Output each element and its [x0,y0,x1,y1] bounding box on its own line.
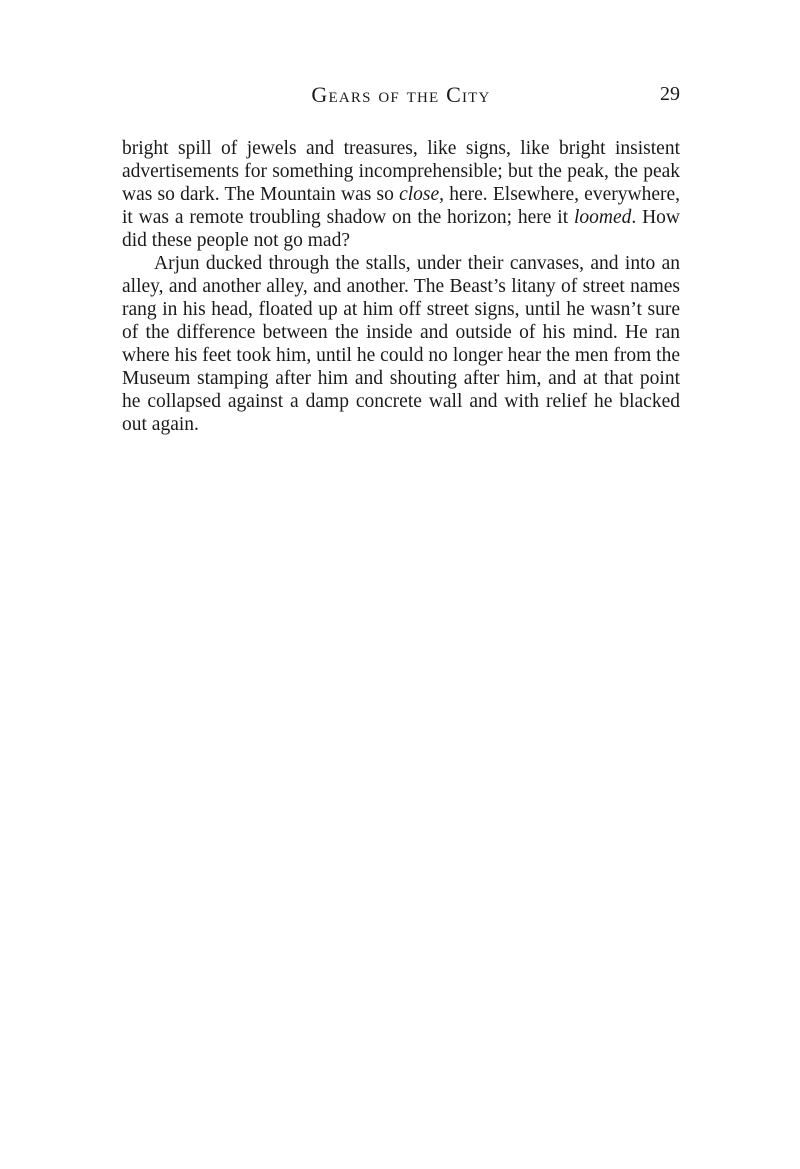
emphasis-loomed: loomed [573,207,632,228]
paragraph-1-text-b: here. Elsewhere, everywhere, it was a remote troubling shadow on the horizon; here it [122,184,680,228]
paragraph-1-text-a: bright spill of jewels and treasures, like signs, like bright insistent advertisements for something incomprehensible; but the peak, the peak was so dark. The Mountain was so [122,138,680,205]
paragraph-2: Arjun ducked through the stalls, under their canvases, and into an alley, and another alley, and another. The Beast’s litany of street names rang in his head, floated up at him off street signs, until he wasn’t sure of the difference between the inside and outside of his mind. He ran where his feet took him, until he could no longer hear the men from the Museum stamping after him and shouting after him, and at that point he collapsed against a damp concrete wall and with relief he blacked out again. [122,253,680,435]
paragraph-1 [122,137,680,252]
page-number: 29 [660,83,680,105]
emphasis-close: close, [399,184,445,205]
running-title: Gears of the City [311,82,491,107]
running-head [122,82,680,112]
body-text [122,137,680,436]
paragraph-1-text-c: . How did these people not go mad? [122,207,680,251]
